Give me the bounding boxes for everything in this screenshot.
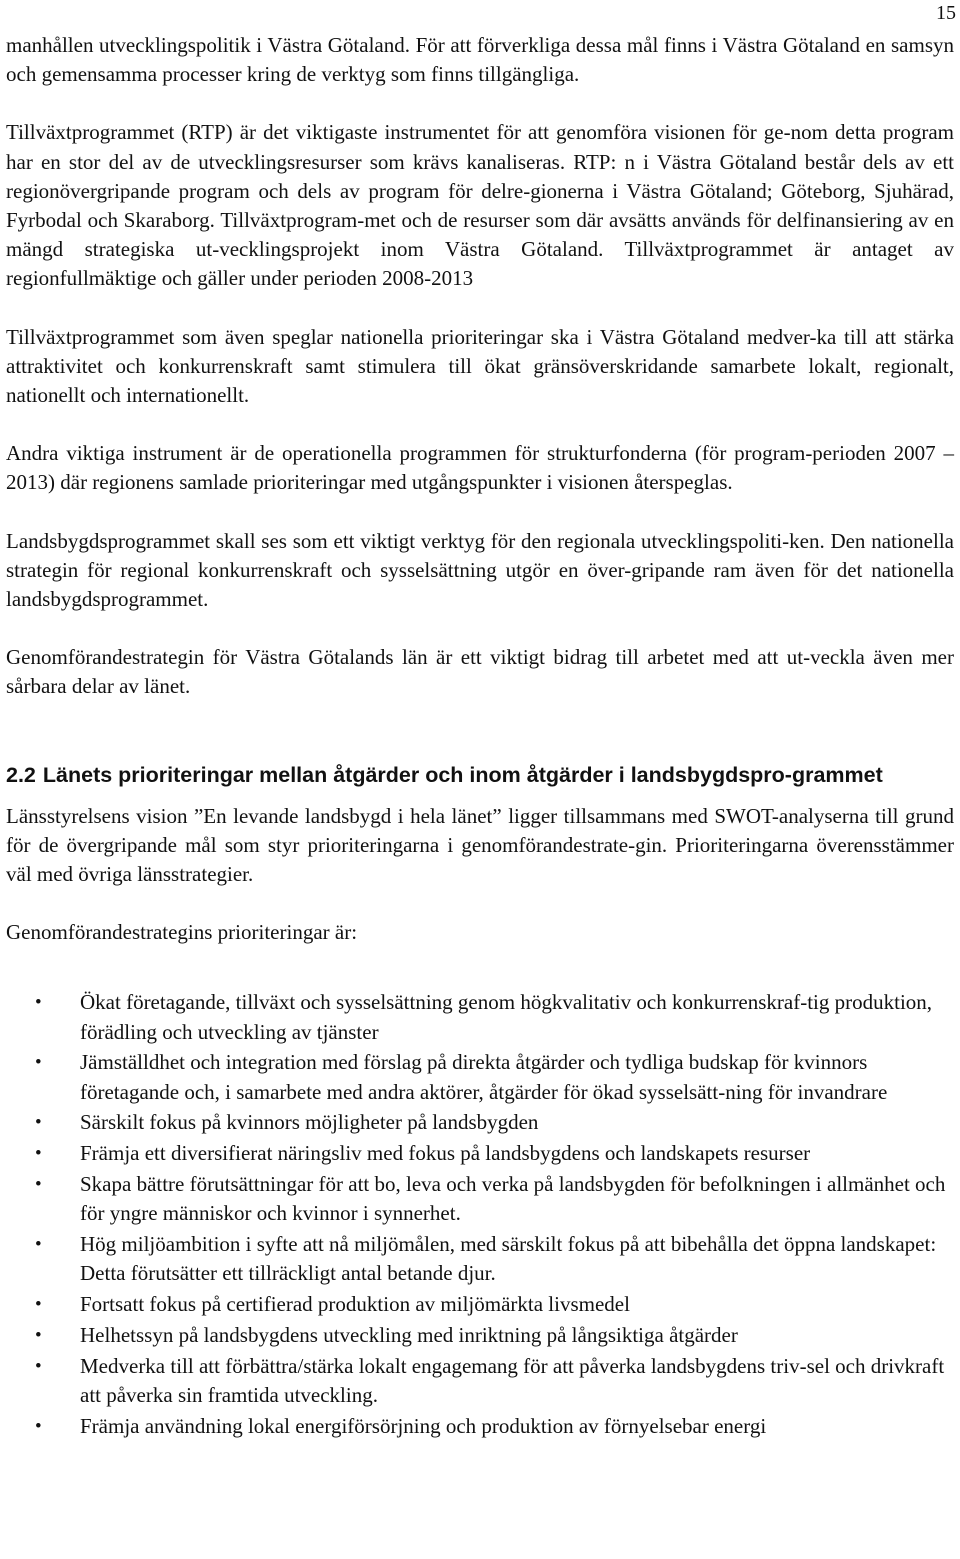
priorities-list xyxy=(6,988,954,1440)
bullet-icon: • xyxy=(35,1143,42,1165)
bullet-icon: • xyxy=(35,992,42,1014)
list-item xyxy=(6,1139,954,1168)
list-item-text: Hög miljöambition i syfte att nå miljömålen, med särskilt fokus på att bibehålla det öppna landskapet: Detta förutsätter ett tillräckligt antal betande djur. xyxy=(80,1232,937,1286)
list-item-text: Särskilt fokus på kvinnors möjligheter på landsbygden xyxy=(80,1110,539,1135)
list-item-text: Fortsatt fokus på certifierad produktion av miljömärkta livsmedel xyxy=(80,1292,630,1317)
bullet-icon: • xyxy=(35,1052,42,1074)
document-body xyxy=(6,31,954,1442)
bullet-icon: • xyxy=(35,1234,42,1256)
section-paragraph-1: Länsstyrelsens vision ”En levande landsbygd i hela länet” ligger tillsammans med SWOT-analyserna till grund för de övergripande mål som styr prioriteringarna i genomförandestrate-gin. Prioriteringarna överensstämmer väl med övriga länsstrategier. xyxy=(6,803,954,887)
bullet-icon: • xyxy=(35,1174,42,1196)
list-item-text: Ökat företagande, tillväxt och sysselsättning genom högkvalitativ och konkurrenskraf-tig produktion, förädling och utveckling av tjänster xyxy=(80,990,933,1044)
section-title: Länets prioriteringar mellan åtgärder och inom åtgärder i landsbygdspro-grammet xyxy=(42,762,883,787)
list-item-text: Helhetssyn på landsbygdens utveckling med inriktning på långsiktiga åtgärder xyxy=(80,1322,738,1347)
list-item xyxy=(6,1352,954,1410)
list-item xyxy=(6,1321,954,1350)
list-item-text: Främja användning lokal energiförsörjning och produktion av förnyelsebar energi xyxy=(80,1413,767,1438)
section-paragraph-2: Genomförandestrategins prioriteringar är: xyxy=(6,920,358,945)
list-item-text: Medverka till att förbättra/stärka lokalt engagemang för att påverka landsbygdens triv-sel och drivkraft att påverka sin framtida utveckling. xyxy=(80,1353,945,1407)
list-item xyxy=(6,1290,954,1319)
list-item xyxy=(6,1412,954,1441)
paragraph-6: Genomförandestrategin för Västra Götalands län är ett viktigt bidrag till arbetet med att ut-veckla även mer sårbara delar av länet. xyxy=(6,645,954,699)
list-item xyxy=(6,1230,954,1288)
list-item xyxy=(6,1048,954,1106)
section-number: 2.2 xyxy=(6,762,36,787)
section-heading xyxy=(6,760,954,790)
page-number: 15 xyxy=(936,2,956,24)
list-item xyxy=(6,1170,954,1228)
list-item xyxy=(6,1108,954,1137)
bullet-icon: • xyxy=(35,1294,42,1316)
list-item-text: Främja ett diversifierat näringsliv med fokus på landsbygdens och landskapets resurser xyxy=(80,1141,811,1166)
bullet-icon: • xyxy=(35,1324,42,1346)
list-item xyxy=(6,988,954,1046)
bullet-icon: • xyxy=(35,1355,42,1377)
list-item-text: Skapa bättre förutsättningar för att bo, leva och verka på landsbygden för befolkningen i allmänhet och för yngre människor och kvinnor i synnerhet. xyxy=(80,1172,946,1226)
paragraph-3: Tillväxtprogrammet som även speglar nationella prioriteringar ska i Västra Götaland medver-ka till att stärka attraktivitet och konkurrenskraft samt stimulera till ökat gränsöverskridande samarbete lokalt, regionalt, nationellt och internationellt. xyxy=(6,324,954,408)
paragraph-2: Tillväxtprogrammet (RTP) är det viktigaste instrumentet för att genomföra visionen för ge-nom detta program har en stor del av de utvecklingsresurser som krävs kanaliseras. RTP: n i Västra Götaland består dels av ett regionövergripande program och dels av program för delre-gionerna i Västra Götaland; Göteborg, Sjuhärad, Fyrbodal och Skaraborg. Tillväxtprogram-met och de resurser som där avsätts används för delfinansiering av en mängd strategiska ut-vecklingsprojekt inom Västra Götaland. Tillväxtprogrammet är antaget av regionfullmäktige och gäller under perioden 2008-2013 xyxy=(6,120,954,291)
list-item-text: Jämställdhet och integration med förslag på direkta åtgärder och tydliga budskap för kvinnors företagande och, i samarbete med andra aktörer, åtgärder för ökad sysselsätt-ning för invandrare xyxy=(80,1050,888,1104)
bullet-icon: • xyxy=(35,1415,42,1437)
bullet-icon: • xyxy=(35,1112,42,1134)
paragraph-4: Andra viktiga instrument är de operationella programmen för strukturfonderna (för program-perioden 2007 – 2013) där regionens samlade prioriteringar med utgångspunkter i visionen återspeglas. xyxy=(6,441,954,495)
paragraph-1: manhållen utvecklingspolitik i Västra Götaland. För att förverkliga dessa mål finns i Västra Götaland en samsyn och gemensamma processer kring de verktyg som finns tillgängliga. xyxy=(6,33,954,87)
paragraph-5: Landsbygdsprogrammet skall ses som ett viktigt verktyg för den regionala utvecklingspoliti-ken. Den nationella strategin för regional konkurrenskraft och sysselsättning utgör en över-gripande ram även för det nationella landsbygdsprogrammet. xyxy=(6,528,954,612)
